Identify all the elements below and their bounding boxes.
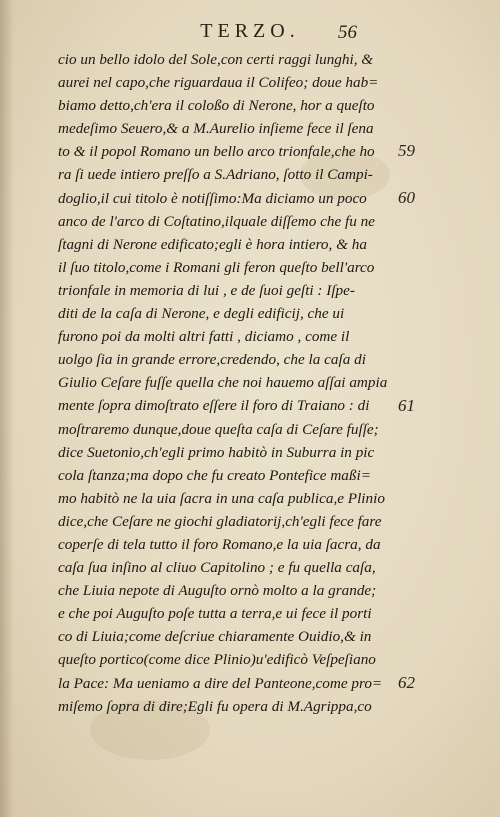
text-line: ra ſi uede intiero preſſo a S.Adriano, ſotto il Campi- — [58, 166, 373, 184]
text-line: trionfale in memoria di lui , e de ſuoi geſti : Iſpe- — [58, 281, 355, 299]
text-line: dice Suetonio,ch'egli primo habitò in Suburra in pic — [58, 443, 375, 461]
text-line: uolgo ſia in grande errore,credendo, che la caſa di — [58, 351, 366, 369]
text-line: Giulio Ceſare fuſſe quella che noi hauemo aſſai ampia — [58, 374, 388, 392]
folio-number: 56 — [338, 22, 357, 43]
running-header: TERZO. — [200, 20, 300, 42]
text-line: queſto portico(come dice Plinio)u'edificò Veſpeſiano — [58, 651, 376, 669]
text-line: co di Liuia;come deſcriue chiaramente Ouidio,& in — [58, 628, 372, 646]
text-line: mente ſopra dimoſtrato eſſere il foro di Traiano : di — [58, 397, 370, 415]
text-line: biamo detto,ch'era il coloßo di Nerone, hor a queſto — [58, 97, 375, 115]
spine-shadow — [0, 0, 14, 817]
text-line: moſtraremo dunque,doue queſta caſa di Ceſare fuſſe; — [58, 420, 379, 438]
text-line: diti de la caſa di Nerone, e degli edificij, che ui — [58, 305, 345, 323]
text-line: cola ſtanza;ma dopo che fu creato Pontefice maßi= — [58, 466, 371, 484]
text-line: miſemo ſopra di dire;Egli fu opera di M.Agrippa,co — [58, 697, 372, 715]
marginal-number: 60 — [398, 187, 415, 207]
marginal-number: 59 — [398, 141, 415, 161]
text-line: doglio,il cui titolo è notiſſimo:Ma diciamo un poco — [58, 189, 367, 207]
marginal-number: 61 — [398, 395, 415, 415]
text-line: la Pace: Ma ueniamo a dire del Panteone,come pro= — [58, 674, 383, 692]
text-line: coperſe di tela tutto il foro Romano,e la uia ſacra, da — [58, 535, 381, 553]
text-line: il ſuo titolo,come i Romani gli feron queſto bell'arco — [58, 258, 375, 276]
body-text — [58, 48, 398, 718]
text-line: anco de l'arco di Coſtatino,ilquale diſſemo che fu ne — [58, 212, 375, 230]
text-line: che Liuia nepote di Auguſto ornò molto a la grande; — [58, 582, 377, 600]
text-line: medeſimo Seuero,& a M.Aurelio inſieme fece il ſena — [58, 120, 374, 138]
marginal-number: 62 — [398, 672, 415, 692]
text-line: furono poi da molti altri fatti , diciamo , come il — [58, 328, 350, 346]
text-line: ſtagni di Nerone edificato;egli è hora intiero, & ha — [58, 235, 367, 253]
text-line: caſa ſua inſino al cliuo Capitolino ; e fu quella caſa, — [58, 559, 376, 577]
text-line: cio un bello idolo del Sole,con certi raggi lunghi, & — [58, 51, 374, 68]
text-line: mo habitò ne la uia ſacra in una caſa publica,e Plinio — [58, 489, 385, 507]
text-line: to & il popol Romano un bello arco trionfale,che ho — [58, 143, 375, 161]
text-line: dice,che Ceſare ne giochi gladiatorij,ch'egli fece fare — [58, 512, 382, 530]
text-line: aurei nel capo,che riguardaua il Colifeo; doue hab= — [58, 74, 379, 92]
text-line: e che poi Auguſto poſe tutta a terra,e ui fece il porti — [58, 605, 372, 623]
